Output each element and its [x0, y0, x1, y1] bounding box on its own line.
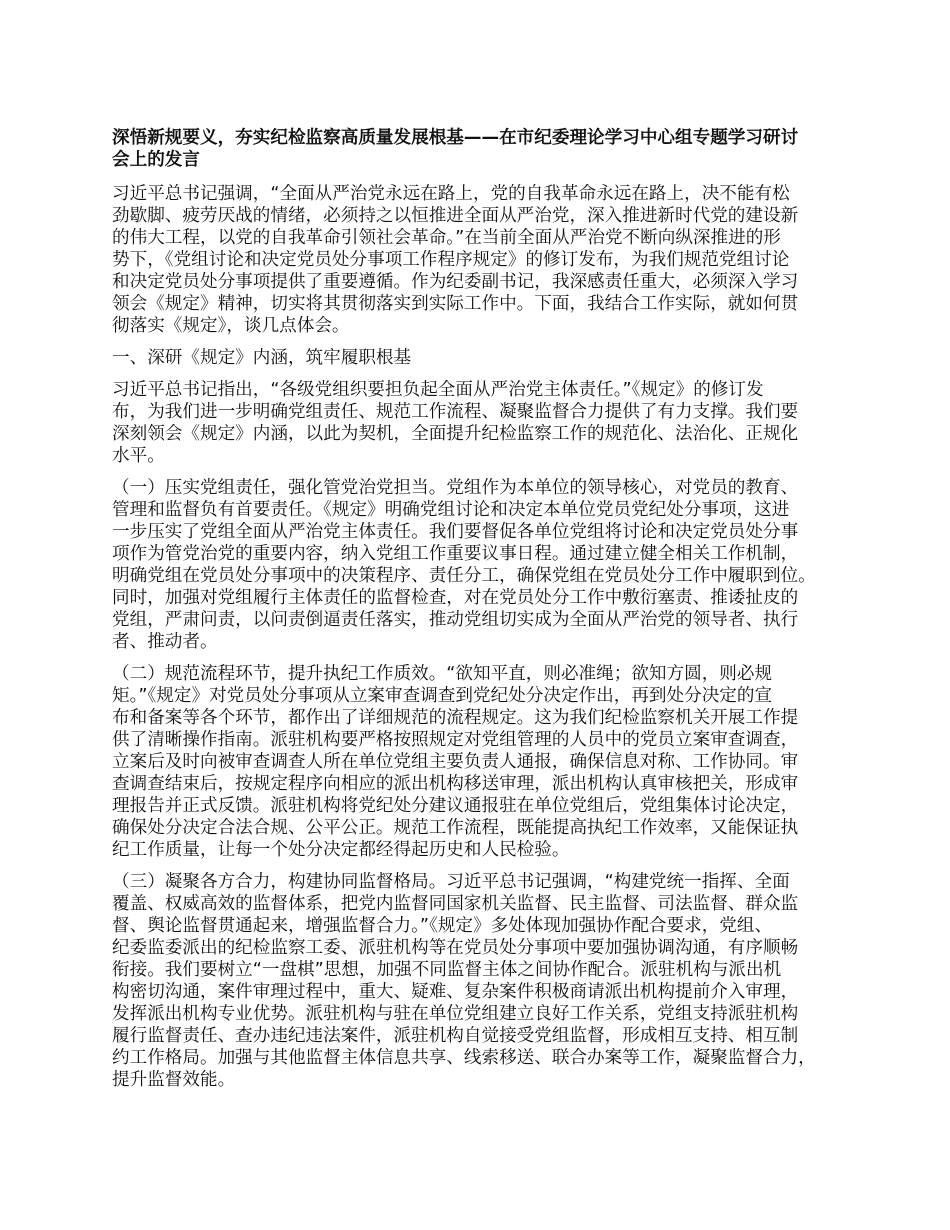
text-line: 构密切沟通，案件审理过程中，重大、疑难、复杂案件积极商请派出机构提前介入审理，: [112, 982, 799, 1002]
text-line: 供了清晰操作指南。派驻机构要严格按照规定对党组管理的人员中的党员立案审查调查，: [112, 730, 799, 750]
text-line: 一步压实了党组全面从严治党主体责任。我们要督促各单位党组将讨论和决定党员处分事: [112, 522, 799, 542]
text-line: 矩。”《规定》对党员处分事项从立案审查调查到党纪处分决定作出，再到处分决定的宣: [112, 686, 773, 706]
paragraph: [112, 663, 857, 861]
text-line: 理报告并正式反馈。派驻机构将党纪处分建议通报驻在单位党组后，党组集体讨论决定，: [112, 796, 799, 816]
paragraph: [112, 871, 857, 1091]
text-line: 劲歇脚、疲劳厌战的情绪，必须持之以恒推进全面从严治党，深入推进新时代党的建设新: [112, 206, 799, 226]
text-line: （一）压实党组责任，强化管党治党担当。党组作为本单位的领导核心，对党员的教育、: [112, 478, 799, 498]
text-line: 发挥派出机构专业优势。派驻机构与驻在单位党组建立良好工作关系，党组支持派驻机构: [112, 1004, 799, 1024]
text-line: 势下，《党组讨论和决定党员处分事项工作程序规定》的修订发布，为我们规范党组讨论: [112, 250, 790, 270]
text-line: 提升监督效能。: [112, 1070, 236, 1090]
text-line: 深刻领会《规定》内涵，以此为契机，全面提升纪检监察工作的规范化、法治化、正规化: [112, 424, 799, 444]
text-line: 确保处分决定合法合规、公平公正。规范工作流程，既能提高执纪工作效率，又能保证执: [112, 818, 799, 838]
text-line: 管理和监督负有首要责任。《规定》明确党组讨论和决定本单位党员党纪处分事项，这进: [112, 500, 790, 520]
paragraph: [112, 477, 857, 653]
text-line: 和决定党员处分事项提供了重要遵循。作为纪委副书记，我深感责任重大，必须深入学习: [112, 272, 799, 292]
title-line: 会上的发言: [112, 150, 200, 170]
text-line: 纪委监委派出的纪检监察工委、派驻机构等在党员处分事项中要加强协调沟通，有序顺畅: [112, 938, 799, 958]
text-line: 纪工作质量，让每一个处分决定都经得起历史和人民检验。: [112, 840, 570, 860]
text-line: 约工作格局。加强与其他监督主体信息共享、线索移送、联合办案等工作，凝聚监督合力，: [112, 1048, 816, 1068]
text-line: 领会《规定》精神，切实将其贯彻落实到实际工作中。下面，我结合工作实际，就如何贯: [112, 294, 799, 314]
text-line: 布，为我们进一步明确党组责任、规范工作流程、凝聚监督合力提供了有力支撑。我们要: [112, 402, 799, 422]
text-line: 督、舆论监督贯通起来，增强监督合力。”《规定》多处体现加强协作配合要求，党组、: [112, 916, 773, 936]
section-heading: [112, 347, 857, 369]
text-line: 布和备案等各个环节，都作出了详细规范的流程规定。这为我们纪检监察机关开展工作提: [112, 708, 799, 728]
title-line: 深悟新规要义，夯实纪检监察高质量发展根基——在市纪委理论学习中心组专题学习研讨: [112, 128, 799, 148]
text-line: 习近平总书记强调，“全面从严治党永远在路上，党的自我革命永远在路上，决不能有松: [112, 184, 790, 204]
text-line: 衔接。我们要树立“一盘棋”思想，加强不同监督主体之间协作配合。派驻机构与派出机: [112, 960, 782, 980]
text-line: （三）凝聚各方合力，构建协同监督格局。习近平总书记强调，“构建党统一指挥、全面: [112, 872, 790, 892]
text-line: 的伟大工程，以党的自我革命引领社会革命。”在当前全面从严治党不断向纵深推进的形: [112, 228, 781, 248]
text-line: 习近平总书记指出，“各级党组织要担负起全面从严治党主体责任。”《规定》的修订发: [112, 380, 764, 400]
paragraph: [112, 379, 857, 467]
document-body: [112, 127, 857, 1101]
text-line: 立案后及时向被审查调查人所在单位党组主要负责人通报，确保信息对称、工作协同。审: [112, 752, 799, 772]
text-line: 明确党组在党员处分事项中的决策程序、责任分工，确保党组在党员处分工作中履职到位。: [112, 566, 816, 586]
text-line: 者、推动者。: [112, 632, 218, 652]
text-line: 覆盖、权威高效的监督体系，把党内监督同国家机关监督、民主监督、司法监督、群众监: [112, 894, 799, 914]
text-line: 水平。: [112, 446, 165, 466]
document-title: [112, 127, 857, 171]
text-line: 履行监督责任、查办违纪违法案件，派驻机构自觉接受党组监督，形成相互支持、相互制: [112, 1026, 799, 1046]
text-line: 项作为管党治党的重要内容，纳入党组工作重要议事日程。通过建立健全相关工作机制，: [112, 544, 799, 564]
text-line: 同时，加强对党组履行主体责任的监督检查，对在党员处分工作中敷衍塞责、推诿扯皮的: [112, 588, 799, 608]
text-line: 一、深研《规定》内涵，筑牢履职根基: [112, 348, 412, 368]
text-line: （二）规范流程环节，提升执纪工作质效。“欲知平直，则必准绳；欲知方圆，则必规: [112, 664, 773, 684]
paragraph: [112, 183, 857, 337]
text-line: 党组，严肃问责，以问责倒逼责任落实，推动党组切实成为全面从严治党的领导者、执行: [112, 610, 799, 630]
text-line: 彻落实《规定》，谈几点体会。: [112, 316, 350, 336]
text-line: 查调查结束后，按规定程序向相应的派出机构移送审理，派出机构认真审核把关，形成审: [112, 774, 799, 794]
